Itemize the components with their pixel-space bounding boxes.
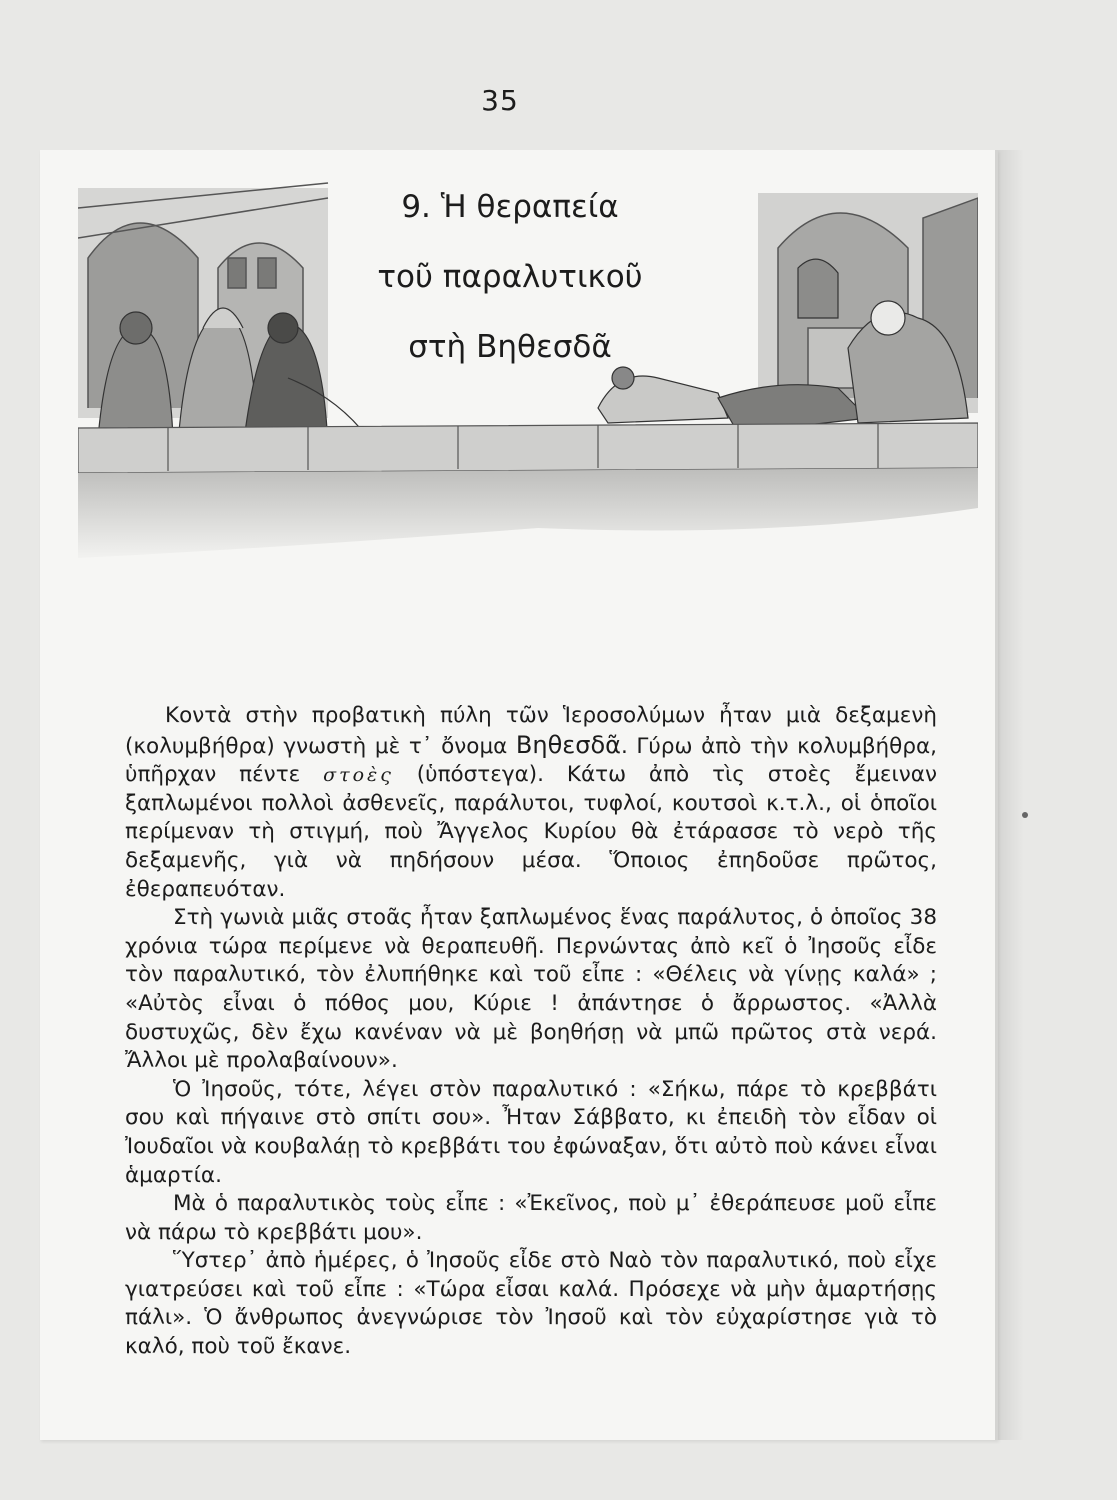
chapter-title-line-1: 9. Ἡ θεραπεία [401,189,619,225]
spaced-word-stoes: στοὲς [323,764,394,787]
chapter-title [350,172,670,382]
paragraph-4: Μὰ ὁ παραλυτικὸς τοὺς εἶπε : «Ἐκεῖνος, ποὺ μ᾿ ἐθεράπευσε μοῦ εἶπε νὰ πάρω τὸ κρεββάτι μου». [125,1191,937,1245]
paragraph-5: Ὕστερ᾿ ἀπὸ ἡμέρες, ὁ Ἰησοῦς εἶδε στὸ Ναὸ τὸν παραλυτικό, ποὺ εἶχε γιατρεύσει καὶ τοῦ εἶπε : «Τώρα εἶσαι καλά. Πρόσεχε νὰ μὴν ἁμαρτήσῃς πάλι». Ὁ ἄνθρωπος ἀνεγνώρισε τὸν Ἰησοῦ καὶ τὸν εὐχαρίστησε γιὰ τὸ καλό, ποὺ τοῦ ἔκανε. [125,1248,937,1360]
chapter-title-line-3: στὴ Βηθεσδᾶ [408,329,612,365]
chapter-title-line-2: τοῦ παραλυτικοῦ [377,259,643,295]
page-edge-shadow [994,150,1024,1440]
paragraph-2: Στὴ γωνιὰ μιᾶς στοᾶς ἦταν ξαπλωμένος ἕνας παράλυτος, ὁ ὁποῖος 38 χρόνια τώρα περίμενε νὰ θεραπευθῆ. Περνώντας ἀπὸ κεῖ ὁ Ἰησοῦς εἶδε τὸν παραλυτικό, τὸν ἐλυπήθηκε καὶ τοῦ εἶπε : «Θέλεις νὰ γίνῃς καλά» ; «Αὐτὸς εἶναι ὁ πόθος μου, Κύριε ! ἀπάντησε ὁ ἄρρωστος. «Ἀλλὰ δυστυχῶς, δὲν ἔχω κανέναν νὰ μὲ βοηθήσῃ νὰ μπῶ πρῶτος στὰ νερά. Ἄλλοι μὲ προλαβαίνουν». [125,905,937,1074]
paragraph-1-part-a: Κοντὰ στὴν προβατικὴ πύλη τῶν Ἱεροσολύμων ἦταν μιὰ δεξαμενὴ (κολυμβήθρα) γνωστὴ μὲ τ᾿ ὄνομα [125,703,937,759]
pool-edge [78,423,978,473]
body-text [125,702,937,1362]
page-number: 35 [481,84,519,117]
paragraph-1-part-c: (ὑπόστεγα). Κάτω ἀπὸ τὶς στοὲς ἔμειναν ξαπλωμένοι πολλοὶ ἀσθενεῖς, παράλυτοι, τυφλοί, κουτσοὶ κ.τ.λ., οἱ ὁποῖοι περίμεναν τὴ στιγμή, ποὺ Ἄγγελος Κυρίου θὰ ἐτάρασσε τὸ νερὸ τῆς δεξαμενῆς, γιὰ νὰ πηδήσουν μέσα. Ὅποιος ἐπηδοῦσε πρῶτος, ἐθεραπευόταν. [125,762,937,902]
pool-water [78,468,978,558]
place-name-bethesda: Βηθεσδᾶ [515,730,621,759]
paragraph-1-part-b: . Γύρω ἀπὸ τὴν κολυμβήθρα, ὑπῆρχαν πέντε [125,733,937,788]
paragraph-1 [125,702,937,904]
paragraph-3: Ὁ Ἰησοῦς, τότε, λέγει στὸν παραλυτικό : «Σήκω, πάρε τὸ κρεββάτι σου καὶ πήγαινε στὸ σπίτι σου». Ἦταν Σάββατο, κι ἐπειδὴ τὸν εἶδαν οἱ Ἰουδαῖοι νὰ κουβαλάῃ τὸ κρεββάτι του ἐφώναξαν, ὅτι αὐτὸ ποὺ κάνει εἶναι ἁμαρτία. [125,1076,937,1188]
margin-speck [1022,812,1028,818]
